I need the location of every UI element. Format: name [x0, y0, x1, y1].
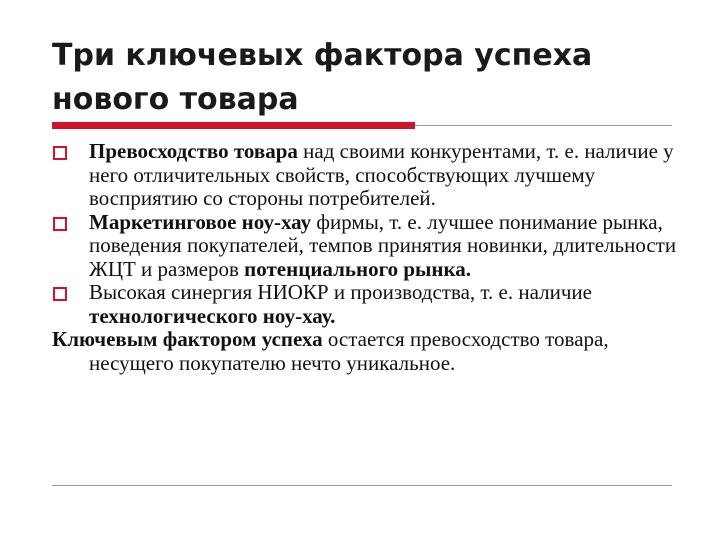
hollow-square-icon	[53, 217, 67, 231]
bullet-2-bold: Маркетинговое ноу-хау	[89, 209, 312, 234]
conclusion-paragraph	[52, 328, 682, 375]
title-accent-bar	[52, 122, 415, 129]
conclusion-text: остается превосходство товара, несущего покупателю нечто уникальное.	[89, 327, 609, 375]
bullet-item-marketing-know-how	[52, 211, 682, 282]
bottom-divider	[52, 485, 672, 486]
bullet-2-bold-end: потенциального рынка.	[244, 256, 472, 281]
bullet-item-product-superiority	[52, 140, 682, 211]
bullet-3-text: Высокая синергия НИОКР и производства, т. е. наличие	[89, 280, 592, 304]
bullet-2-text: фирмы, т. е. лучшее понимание рынка, поведения покупателей, темпов принятия новинки, длительности ЖЦТ и размеров	[89, 209, 677, 281]
slide-title: Три ключевых фактора успеха нового товара	[52, 38, 593, 117]
bullet-1-text: над своими конкурентами, т. е. наличие у него отличительных свойств, способствующих лучшему восприятию со стороны потребителей.	[89, 139, 674, 210]
bullet-1-bold: Превосходство товара	[89, 139, 298, 163]
hollow-square-icon	[53, 287, 67, 301]
slide-body	[52, 140, 682, 375]
hollow-square-icon	[53, 146, 67, 160]
conclusion-bold: Ключевым фактором успеха	[52, 327, 323, 351]
bullet-3-bold-end: технологического ноу-хау.	[89, 303, 336, 328]
bullet-item-synergy	[52, 281, 682, 328]
